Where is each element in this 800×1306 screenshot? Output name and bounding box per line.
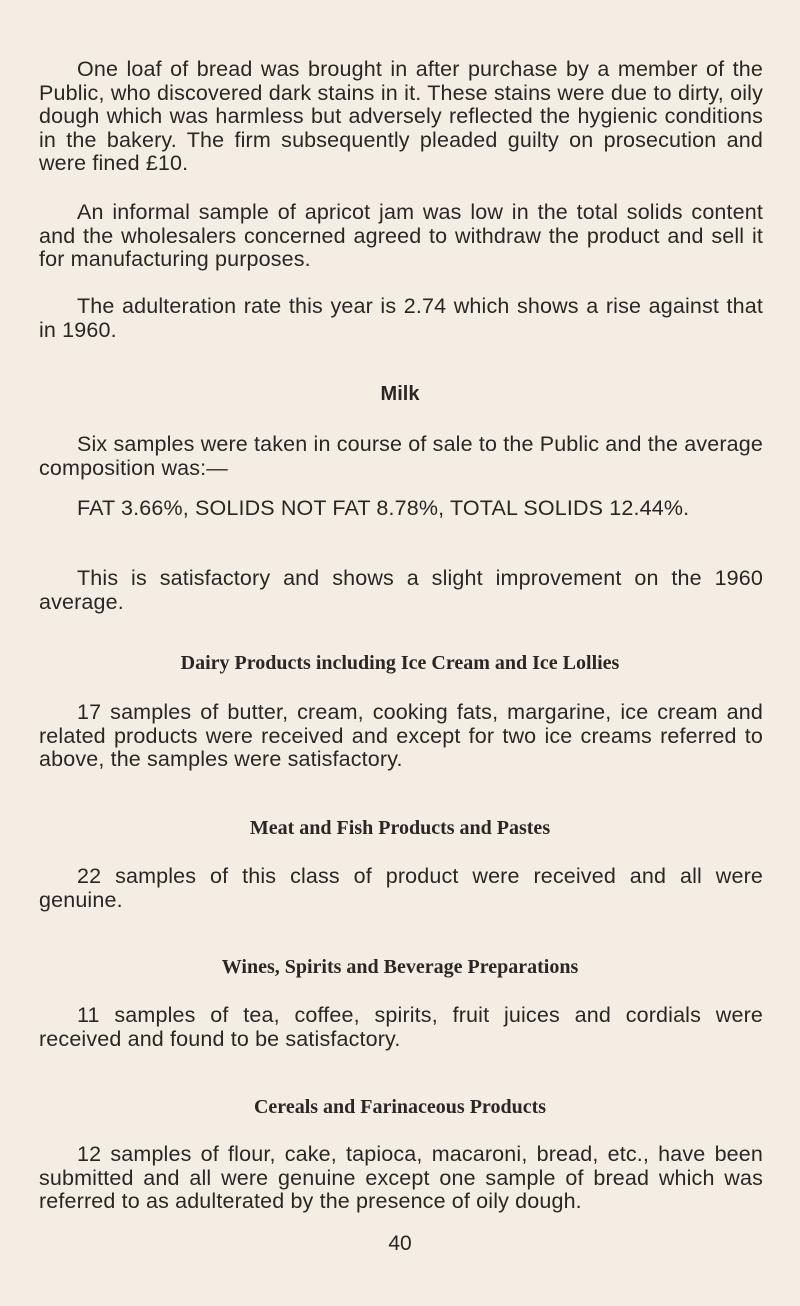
heading-dairy-products: Dairy Products including Ice Cream and Ice Lollies [180, 652, 620, 674]
paragraph-wines-samples: 11 samples of tea, coffee, spirits, fruit juices and cordials were received and found to be satisfactory. [39, 1003, 763, 1051]
paragraph-bread-complaint: One loaf of bread was brought in after purchase by a member of the Public, who discovered dark stains in it. These stains were due to dirty, oily dough which was harmless but adversely reflected the hygienic conditions in the bakery. The firm subsequently pleaded guilty on prosecution and were fined £10. [39, 57, 763, 175]
page-number: 40 [388, 1232, 412, 1255]
paragraph-adulteration-rate: The adulteration rate this year is 2.74 which shows a rise against that in 1960. [39, 294, 763, 342]
heading-meat-fish: Meat and Fish Products and Pastes [249, 817, 551, 839]
paragraph-milk-satisfactory: This is satisfactory and shows a slight improvement on the 1960 average. [39, 566, 763, 614]
paragraph-milk-samples: Six samples were taken in course of sale to the Public and the average composition was:— [39, 432, 763, 480]
heading-milk: Milk [380, 383, 420, 405]
paragraph-meat-samples: 22 samples of this class of product were received and all were genuine. [39, 864, 763, 912]
heading-cereals: Cereals and Farinaceous Products [253, 1096, 547, 1118]
paragraph-cereals-samples: 12 samples of flour, cake, tapioca, macaroni, bread, etc., have been submitted and all were genuine except one sample of bread which was referred to as adulterated by the presence of oily dough. [39, 1142, 763, 1213]
paragraph-apricot-jam: An informal sample of apricot jam was low in the total solids content and the wholesalers concerned agreed to withdraw the product and sell it for manufacturing purposes. [39, 200, 763, 271]
paragraph-dairy-samples: 17 samples of butter, cream, cooking fats, margarine, ice cream and related products were received and except for two ice creams referred to above, the samples were satisfactory. [39, 700, 763, 771]
paragraph-milk-composition: FAT 3.66%, SOLIDS NOT FAT 8.78%, TOTAL SOLIDS 12.44%. [77, 496, 690, 520]
heading-wines-spirits: Wines, Spirits and Beverage Preparations [221, 956, 579, 978]
